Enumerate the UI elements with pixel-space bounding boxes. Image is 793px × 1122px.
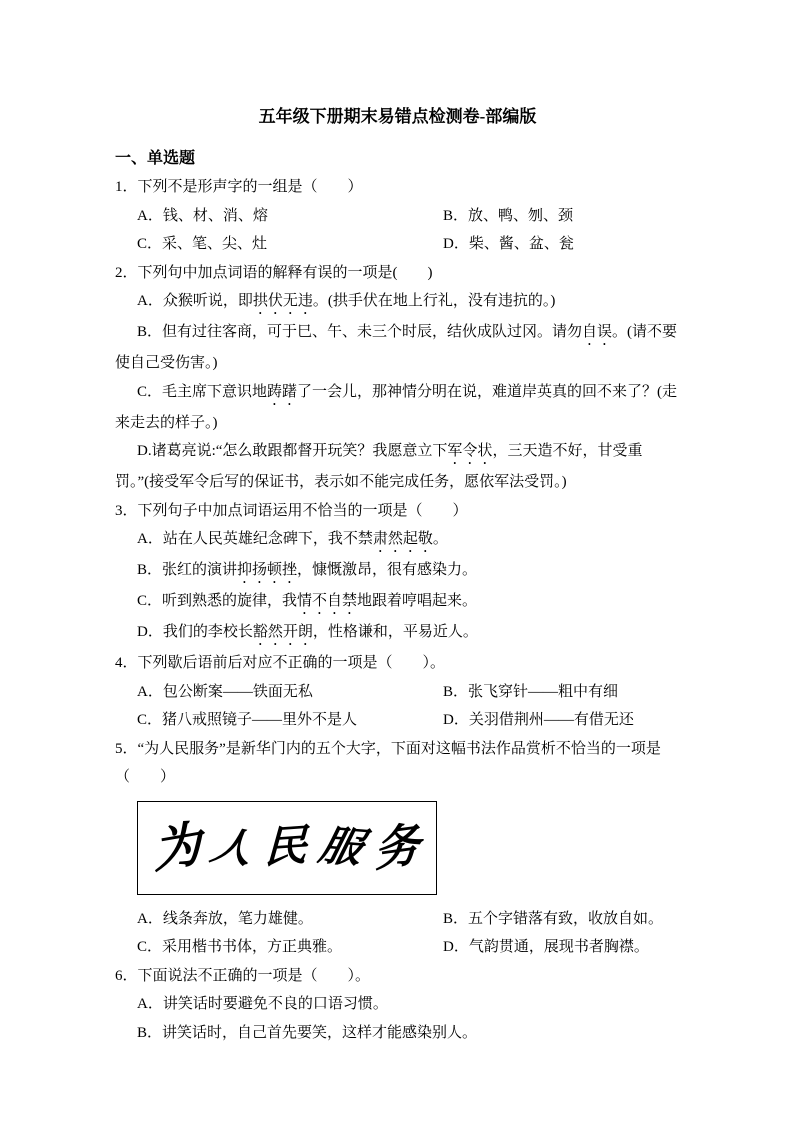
q1-option-b: B．放、鸭、刎、颈 <box>443 207 574 224</box>
plain-text: A．站在人民英雄纪念碑下，我不禁 <box>137 531 373 547</box>
emphasized-text: 自误 <box>582 324 613 340</box>
q1-option-d: D．柴、酱、盆、瓮 <box>443 236 574 252</box>
q6-option-b: B．讲笑话时，自己首先要笑，这样才能感染别人。 <box>137 1024 478 1041</box>
q5-option-b: B．五个字错落有致，收放自如。 <box>443 910 664 927</box>
q3-option-b <box>115 556 680 587</box>
q1-stem: 1．下列不是形声字的一组是（ ） <box>115 179 363 195</box>
plain-text: 。 <box>432 531 448 547</box>
q5-stem: 5．“为人民服务”是新华门内的五个大字，下面对这幅书法作品赏析不恰当的一项是（ ） <box>115 740 661 785</box>
calligraphy-image <box>137 801 437 895</box>
q4-options-row-2 <box>115 706 680 735</box>
q3-stem: 3．下列句子中加点词语运用不恰当的一项是（ ） <box>115 502 468 519</box>
plain-text: ，慷慨激昂，很有感染力。 <box>297 562 478 578</box>
plain-text: D．我们的李校长 <box>137 624 253 640</box>
q1-option-c: C．采、笔、尖、灶 <box>137 236 268 252</box>
q2-option-d <box>115 437 680 497</box>
q3-option-c <box>115 587 680 618</box>
q2-option-a <box>115 287 680 318</box>
plain-text: 。(请不要使自己受伤害。) <box>115 324 678 371</box>
q2-option-c <box>115 378 680 438</box>
q3-option-a <box>115 525 680 556</box>
q5-options-row-2 <box>115 933 680 962</box>
emphasized-text: 情不自禁 <box>297 593 358 609</box>
calligraphy-char: 服 <box>314 823 367 872</box>
q4-options-row-1 <box>115 678 680 707</box>
calligraphy-char: 民 <box>263 822 309 873</box>
q4-option-d: D．关羽借荆州——有借无还 <box>443 712 634 728</box>
calligraphy-char: 为 <box>151 815 203 879</box>
plain-text: ，三天造不好，甘受重罚。”(接受军令后写的保证书，表示如不能完成任务，愿依军法受罚。) <box>115 443 643 490</box>
emphasized-text: 踌躇 <box>267 383 298 400</box>
emphasized-text: 军令状 <box>447 443 493 459</box>
q5-options-row-1 <box>115 905 680 934</box>
q4-stem: 4．下列歇后语前后对应不正确的一项是（ ）。 <box>115 655 446 671</box>
q5-option-d: D．气韵贯通，展现书者胸襟。 <box>443 939 649 955</box>
q5-option-c: C．采用楷书书体，方正典雅。 <box>137 939 343 955</box>
calligraphy-char: 务 <box>373 818 421 876</box>
plain-text: D.诸葛亮说:“怎么敢跟都督开玩笑？我愿意立下 <box>137 443 448 459</box>
plain-text: ，性格谦和，平易近人。 <box>312 624 478 640</box>
section-heading: 一、单选题 <box>115 150 196 167</box>
q4-option-b: B．张飞穿针——粗中有细 <box>443 683 619 700</box>
q1-options-row-2 <box>115 230 680 259</box>
plain-text: C．毛主席下意识地 <box>137 383 268 400</box>
page-title: 五年级下册期末易错点检测卷-部编版 <box>258 107 537 126</box>
q2-option-b <box>115 318 680 378</box>
calligraphy-char: 人 <box>206 822 258 872</box>
plain-text: 了一会儿，那神情分明在说，难道岸英真的回不来了？(走来走去的样子。) <box>115 383 678 431</box>
emphasized-text: 豁然开朗 <box>252 624 313 640</box>
plain-text: 。(拱手伏在地上行礼，没有违抗的。) <box>312 293 556 309</box>
emphasized-text: 肃然起敬 <box>372 531 433 547</box>
q5-option-a: A．线条奔放，笔力雄健。 <box>137 910 313 927</box>
plain-text: 地跟着哼唱起来。 <box>357 593 478 609</box>
q1-option-a: A．钱、材、消、熔 <box>137 207 268 224</box>
q4-option-c: C．猪八戒照镜子——里外不是人 <box>137 712 358 728</box>
q6-stem: 6．下面说法不正确的一项是（ ）。 <box>115 967 371 984</box>
plain-text: B．但有过往客商，可于巳、午、未三个时辰，结伙成队过冈。请勿 <box>137 324 583 340</box>
q2-stem: 2．下列句中加点词语的解释有误的一项是( ) <box>115 264 433 281</box>
q3-option-d <box>115 618 680 649</box>
plain-text: C．听到熟悉的旋律，我 <box>137 593 298 609</box>
plain-text: B．张红的演讲 <box>137 562 238 578</box>
plain-text: A．众猴听说，即 <box>137 293 253 309</box>
emphasized-text: 拱伏无违 <box>252 293 313 309</box>
q1-options-row-1 <box>115 202 680 231</box>
q6-option-a: A．讲笑话时要避免不良的口语习惯。 <box>137 996 388 1012</box>
q4-option-a: A．包公断案——铁面无私 <box>137 683 313 700</box>
emphasized-text: 抑扬顿挫 <box>237 562 298 578</box>
